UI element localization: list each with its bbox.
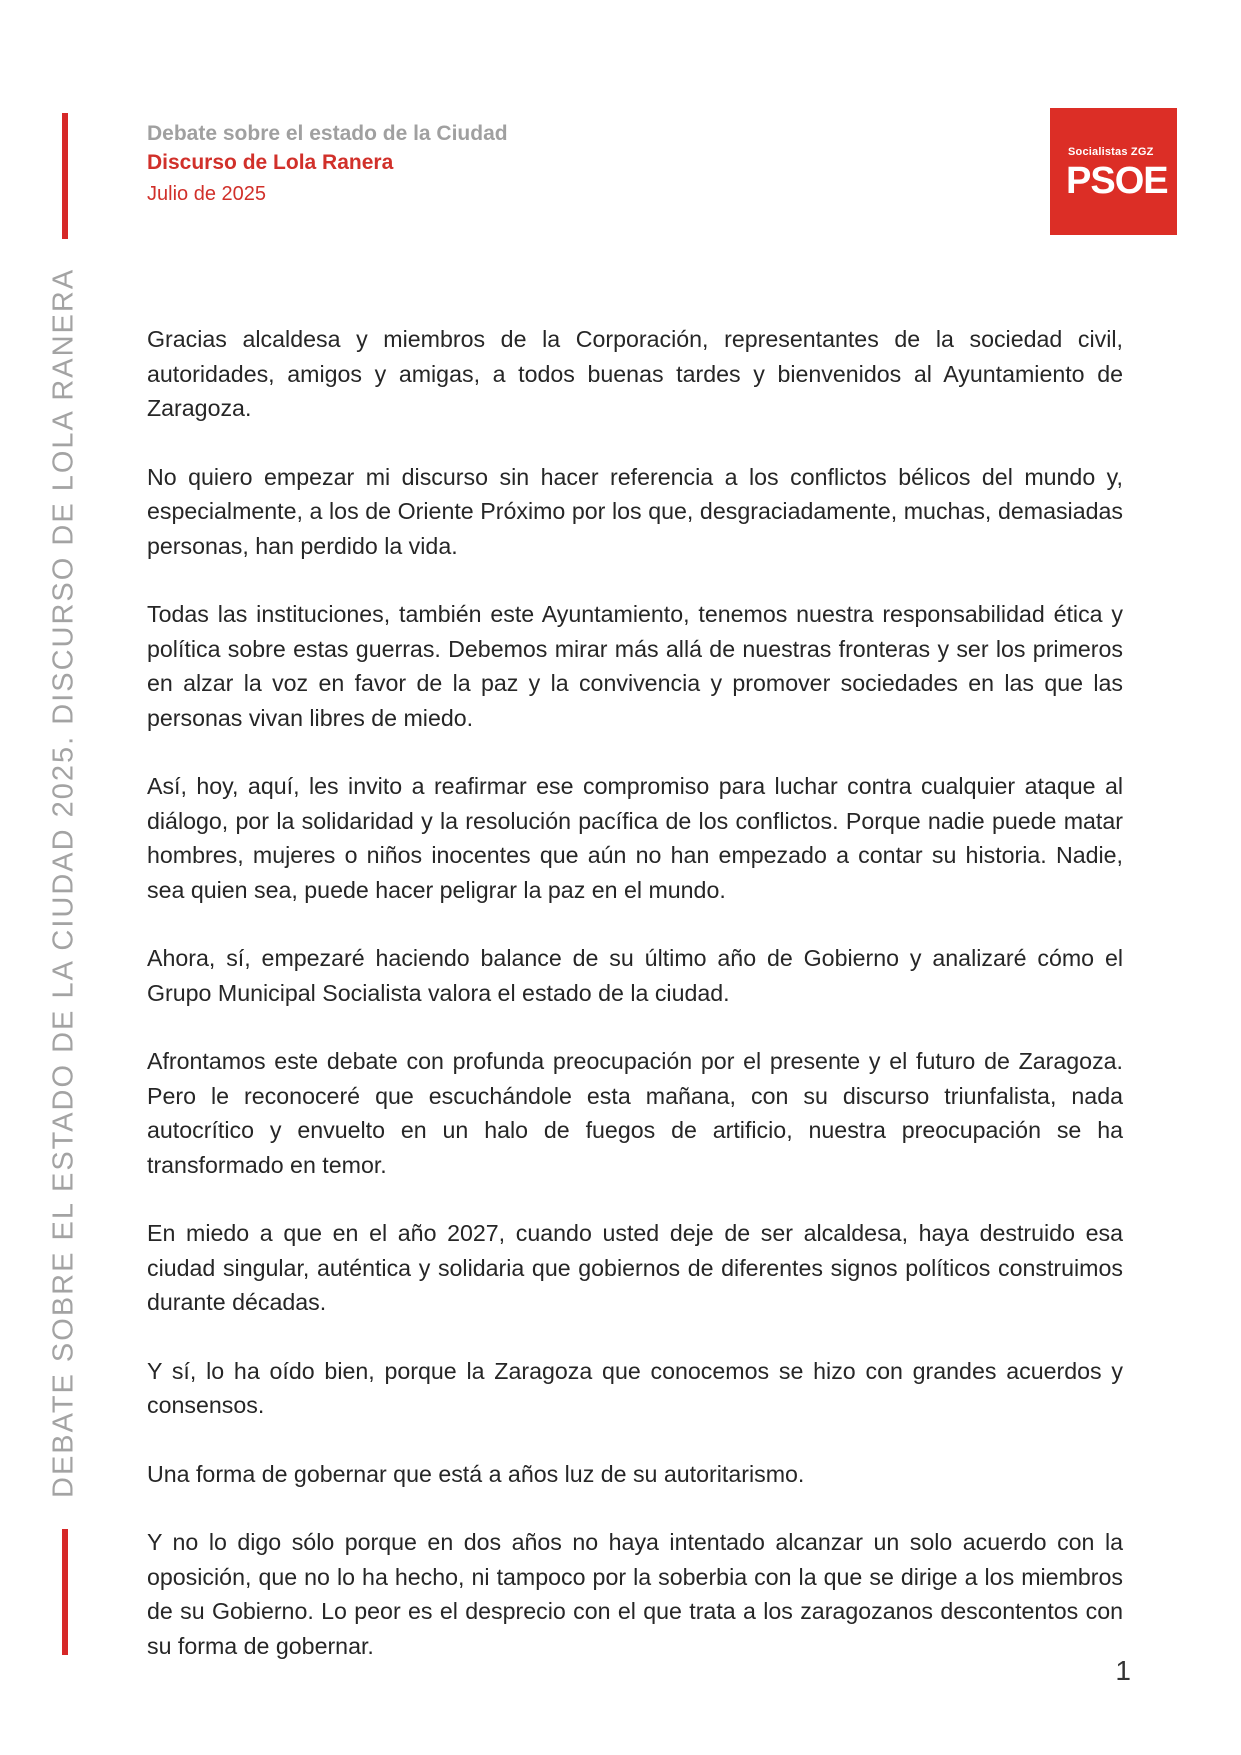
sidebar-accent-bar-bottom	[62, 1529, 68, 1655]
body-paragraph: Gracias alcaldesa y miembros de la Corporación, representantes de la sociedad civil, autoridades, amigos y amigas, a todos buenas tardes y bienvenidos al Ayuntamiento de Zaragoza.	[147, 326, 1123, 421]
document-date: Julio de 2025	[147, 183, 266, 205]
speech-title: Discurso de Lola Ranera	[147, 151, 394, 174]
body-paragraph: Y no lo digo sólo porque en dos años no haya intentado alcanzar un solo acuerdo con la oposición, que no lo ha hecho, ni tampoco por la soberbia con la que se dirige a los miembros de su Gobierno. Lo peor es el desprecio con el que trata a los zaragozanos descontentos con su forma de gobernar.	[147, 1529, 1123, 1659]
document-header	[147, 120, 508, 210]
body-paragraph: Y sí, lo ha oído bien, porque la Zaragoza que conocemos se hizo con grandes acuerdos y consensos.	[147, 1357, 1123, 1418]
body-paragraph: No quiero empezar mi discurso sin hacer referencia a los conflictos bélicos del mundo y, especialmente, a los de Oriente Próximo por los que, desgraciadamente, muchas, demasiadas personas, han perdido la vida.	[147, 463, 1123, 559]
body-paragraph: Así, hoy, aquí, les invito a reafirmar ese compromiso para luchar contra cualquier ataque al diálogo, por la solidaridad y la resolución pacífica de los conflictos. Porque nadie puede matar hombres, mujeres o niños inocentes que aún no han empezado a contar su historia. Nadie, sea quien sea, puede hacer peligrar la paz en el mundo.	[147, 773, 1123, 903]
sidebar-accent-bar-top	[62, 113, 68, 239]
logo-subtitle: Socialistas ZGZ	[1068, 146, 1154, 158]
speech-body	[147, 322, 1123, 1697]
body-paragraph: Ahora, sí, empezaré haciendo balance de su último año de Gobierno y analizaré cómo el Grupo Municipal Socialista valora el estado de la ciudad.	[147, 945, 1123, 1006]
body-paragraph: En miedo a que en el año 2027, cuando usted deje de ser alcaldesa, haya destruido esa ciudad singular, auténtica y solidaria que gobiernos de diferentes signos políticos construimos durante décadas.	[147, 1220, 1123, 1315]
logo-wordmark: PSOE	[1066, 160, 1168, 202]
body-paragraph: Afrontamos este debate con profunda preocupación por el presente y el futuro de Zaragoza. Pero le reconoceré que escuchándole esta mañana, con su discurso triunfalista, nada autocrítico y envuelto en un halo de fuegos de artificio, nuestra preocupación se ha transformado en temor.	[147, 1048, 1123, 1178]
body-paragraph: Una forma de gobernar que está a años luz de su autoritarismo.	[147, 1460, 805, 1487]
body-paragraph: Todas las instituciones, también este Ayuntamiento, tenemos nuestra responsabilidad ética y política sobre estas guerras. Debemos mirar más allá de nuestras fronteras y ser los primeros en alzar la voz en favor de la paz y la convivencia y promover sociedades en las que las personas vivan libres de miedo.	[147, 601, 1123, 731]
sidebar-vertical-title: DEBATE SOBRE EL ESTADO DE LA CIUDAD 2025. DISCURSO DE LOLA RANERA	[47, 267, 80, 1498]
psoe-logo	[1050, 108, 1177, 235]
page-number: 1	[1115, 1655, 1131, 1686]
event-title: Debate sobre el estado de la Ciudad	[147, 122, 508, 145]
